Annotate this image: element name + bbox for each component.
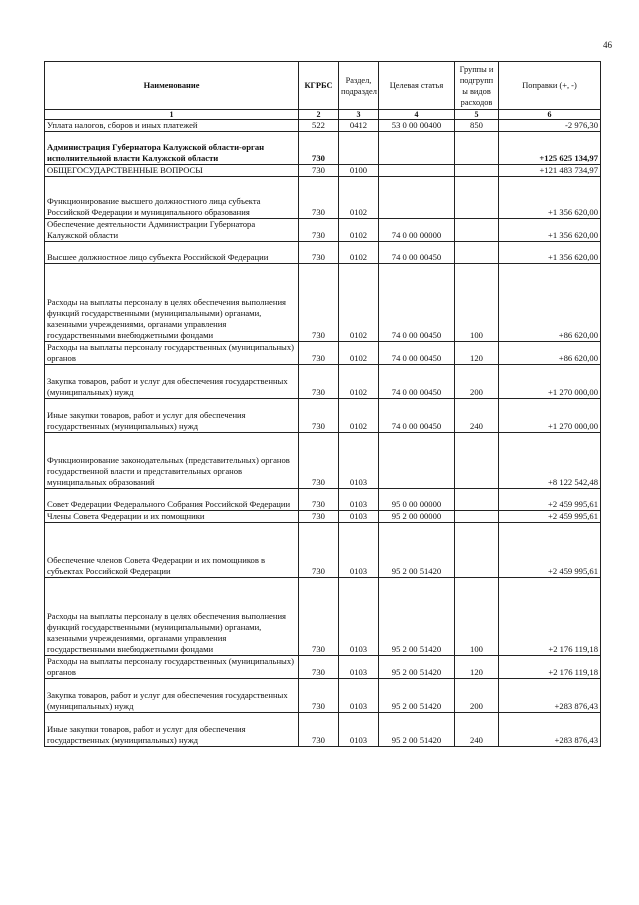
cell-amount: +283 876,43 bbox=[499, 679, 601, 713]
cell-name: Уплата налогов, сборов и иных платежей bbox=[45, 120, 299, 132]
cell-name: Закупка товаров, работ и услуг для обеспечения государственных (муниципальных) нужд bbox=[45, 365, 299, 399]
table-row bbox=[45, 242, 601, 264]
cell-name: Расходы на выплаты персоналу государственных (муниципальных) органов bbox=[45, 342, 299, 365]
cell-section: 0412 bbox=[339, 120, 379, 132]
cell-section: 0100 bbox=[339, 165, 379, 177]
cell-group: 200 bbox=[455, 679, 499, 713]
cell-amount: +2 176 119,18 bbox=[499, 578, 601, 656]
col-number: 6 bbox=[499, 110, 601, 120]
cell-group: 120 bbox=[455, 342, 499, 365]
cell-kgrbs: 730 bbox=[299, 489, 339, 511]
table-row bbox=[45, 342, 601, 365]
cell-section: 0103 bbox=[339, 523, 379, 578]
cell-target: 95 2 00 51420 bbox=[379, 679, 455, 713]
cell-amount: +121 483 734,97 bbox=[499, 165, 601, 177]
cell-kgrbs: 730 bbox=[299, 342, 339, 365]
table-row bbox=[45, 578, 601, 656]
table-row bbox=[45, 511, 601, 523]
cell-name: Члены Совета Федерации и их помощники bbox=[45, 511, 299, 523]
cell-kgrbs: 730 bbox=[299, 165, 339, 177]
table-row bbox=[45, 489, 601, 511]
cell-name: Обеспечение деятельности Администрации Губернатора Калужской области bbox=[45, 219, 299, 242]
cell-amount: +2 176 119,18 bbox=[499, 656, 601, 679]
header-row bbox=[45, 62, 601, 110]
cell-name: Функционирование законодательных (представительных) органов государственной власти и представительных органов муниципальных образований bbox=[45, 433, 299, 489]
cell-kgrbs: 730 bbox=[299, 177, 339, 219]
table-row bbox=[45, 365, 601, 399]
cell-section: 0102 bbox=[339, 264, 379, 342]
cell-target: 74 0 00 00450 bbox=[379, 242, 455, 264]
cell-name: Расходы на выплаты персоналу в целях обеспечения выполнения функций государственными (муниципальными) органами, казенными учреждениями, органами управления государственными внебюджетными фондами bbox=[45, 578, 299, 656]
cell-kgrbs: 522 bbox=[299, 120, 339, 132]
cell-section: 0103 bbox=[339, 656, 379, 679]
cell-section: 0102 bbox=[339, 242, 379, 264]
cell-name: Иные закупки товаров, работ и услуг для обеспечения государственных (муниципальных) нужд bbox=[45, 399, 299, 433]
table-row bbox=[45, 433, 601, 489]
cell-amount: +1 356 620,00 bbox=[499, 177, 601, 219]
cell-target: 95 2 00 51420 bbox=[379, 523, 455, 578]
cell-name: Высшее должностное лицо субъекта Российской Федерации bbox=[45, 242, 299, 264]
col-number: 3 bbox=[339, 110, 379, 120]
cell-kgrbs: 730 bbox=[299, 132, 339, 165]
cell-section: 0103 bbox=[339, 713, 379, 747]
cell-group bbox=[455, 177, 499, 219]
page-number: 46 bbox=[603, 40, 612, 50]
cell-target: 53 0 00 00400 bbox=[379, 120, 455, 132]
col-header-groups: Группы и подгрупп ы видов расходов bbox=[455, 62, 499, 110]
cell-group bbox=[455, 219, 499, 242]
cell-section: 0103 bbox=[339, 511, 379, 523]
cell-section: 0103 bbox=[339, 489, 379, 511]
cell-section: 0102 bbox=[339, 365, 379, 399]
cell-section: 0102 bbox=[339, 342, 379, 365]
cell-group bbox=[455, 523, 499, 578]
table-row bbox=[45, 656, 601, 679]
cell-kgrbs: 730 bbox=[299, 365, 339, 399]
table-row bbox=[45, 713, 601, 747]
cell-group: 100 bbox=[455, 264, 499, 342]
cell-section: 0103 bbox=[339, 578, 379, 656]
cell-target: 74 0 00 00000 bbox=[379, 219, 455, 242]
cell-group bbox=[455, 511, 499, 523]
cell-target: 95 0 00 00000 bbox=[379, 489, 455, 511]
cell-target: 95 2 00 51420 bbox=[379, 713, 455, 747]
cell-amount: -2 976,30 bbox=[499, 120, 601, 132]
cell-amount: +8 122 542,48 bbox=[499, 433, 601, 489]
table-row bbox=[45, 399, 601, 433]
cell-target bbox=[379, 132, 455, 165]
table-row bbox=[45, 177, 601, 219]
budget-table bbox=[44, 61, 601, 747]
col-header-amendments: Поправки (+, -) bbox=[499, 62, 601, 110]
cell-amount: +1 356 620,00 bbox=[499, 242, 601, 264]
cell-group: 240 bbox=[455, 399, 499, 433]
column-number-row bbox=[45, 110, 601, 120]
col-number: 1 bbox=[45, 110, 299, 120]
cell-target: 74 0 00 00450 bbox=[379, 342, 455, 365]
cell-group bbox=[455, 242, 499, 264]
cell-group bbox=[455, 489, 499, 511]
cell-group: 240 bbox=[455, 713, 499, 747]
cell-kgrbs: 730 bbox=[299, 242, 339, 264]
cell-group: 200 bbox=[455, 365, 499, 399]
cell-name: Расходы на выплаты персоналу государственных (муниципальных) органов bbox=[45, 656, 299, 679]
cell-amount: +2 459 995,61 bbox=[499, 511, 601, 523]
cell-target: 95 2 00 00000 bbox=[379, 511, 455, 523]
cell-group bbox=[455, 165, 499, 177]
cell-name: Закупка товаров, работ и услуг для обеспечения государственных (муниципальных) нужд bbox=[45, 679, 299, 713]
cell-target: 74 0 00 00450 bbox=[379, 264, 455, 342]
cell-group: 120 bbox=[455, 656, 499, 679]
cell-section: 0102 bbox=[339, 177, 379, 219]
cell-amount: +283 876,43 bbox=[499, 713, 601, 747]
cell-target: 74 0 00 00450 bbox=[379, 399, 455, 433]
cell-section: 0103 bbox=[339, 433, 379, 489]
cell-name: Расходы на выплаты персоналу в целях обеспечения выполнения функций государственными (муниципальными) органами, казенными учреждениями, органами управления государственными внебюджетными фондами bbox=[45, 264, 299, 342]
cell-name: Обеспечение членов Совета Федерации и их помощников в субъектах Российской Федерации bbox=[45, 523, 299, 578]
cell-target bbox=[379, 165, 455, 177]
cell-kgrbs: 730 bbox=[299, 578, 339, 656]
table-row bbox=[45, 132, 601, 165]
cell-amount: +1 270 000,00 bbox=[499, 365, 601, 399]
cell-kgrbs: 730 bbox=[299, 511, 339, 523]
table-row bbox=[45, 120, 601, 132]
cell-name: Функционирование высшего должностного лица субъекта Российской Федерации и муниципального образования bbox=[45, 177, 299, 219]
cell-group: 850 bbox=[455, 120, 499, 132]
cell-name: Совет Федерации Федерального Собрания Российской Федерации bbox=[45, 489, 299, 511]
cell-section: 0103 bbox=[339, 679, 379, 713]
cell-kgrbs: 730 bbox=[299, 656, 339, 679]
cell-target: 95 2 00 51420 bbox=[379, 578, 455, 656]
cell-section bbox=[339, 132, 379, 165]
cell-section: 0102 bbox=[339, 399, 379, 433]
cell-kgrbs: 730 bbox=[299, 523, 339, 578]
cell-kgrbs: 730 bbox=[299, 679, 339, 713]
cell-amount: +2 459 995,61 bbox=[499, 489, 601, 511]
cell-name: Администрация Губернатора Калужской области-орган исполнительной власти Калужской области bbox=[45, 132, 299, 165]
cell-group bbox=[455, 132, 499, 165]
col-number: 4 bbox=[379, 110, 455, 120]
col-header-target: Целевая статья bbox=[379, 62, 455, 110]
cell-kgrbs: 730 bbox=[299, 264, 339, 342]
cell-amount: +86 620,00 bbox=[499, 342, 601, 365]
table-row bbox=[45, 264, 601, 342]
cell-section: 0102 bbox=[339, 219, 379, 242]
table-row bbox=[45, 523, 601, 578]
cell-name: ОБЩЕГОСУДАРСТВЕННЫЕ ВОПРОСЫ bbox=[45, 165, 299, 177]
col-header-kgrbs: КГРБС bbox=[299, 62, 339, 110]
cell-amount: +125 625 134,97 bbox=[499, 132, 601, 165]
col-number: 5 bbox=[455, 110, 499, 120]
col-header-section: Раздел, подраздел bbox=[339, 62, 379, 110]
cell-kgrbs: 730 bbox=[299, 433, 339, 489]
cell-amount: +1 270 000,00 bbox=[499, 399, 601, 433]
table-row bbox=[45, 679, 601, 713]
cell-amount: +1 356 620,00 bbox=[499, 219, 601, 242]
cell-kgrbs: 730 bbox=[299, 713, 339, 747]
cell-target: 74 0 00 00450 bbox=[379, 365, 455, 399]
cell-target bbox=[379, 177, 455, 219]
col-number: 2 bbox=[299, 110, 339, 120]
cell-kgrbs: 730 bbox=[299, 399, 339, 433]
cell-target bbox=[379, 433, 455, 489]
col-header-name: Наименование bbox=[45, 62, 299, 110]
cell-amount: +86 620,00 bbox=[499, 264, 601, 342]
table-body bbox=[45, 120, 601, 747]
cell-name: Иные закупки товаров, работ и услуг для обеспечения государственных (муниципальных) нужд bbox=[45, 713, 299, 747]
cell-group: 100 bbox=[455, 578, 499, 656]
cell-kgrbs: 730 bbox=[299, 219, 339, 242]
cell-group bbox=[455, 433, 499, 489]
cell-amount: +2 459 995,61 bbox=[499, 523, 601, 578]
table-row bbox=[45, 219, 601, 242]
cell-target: 95 2 00 51420 bbox=[379, 656, 455, 679]
table-row bbox=[45, 165, 601, 177]
